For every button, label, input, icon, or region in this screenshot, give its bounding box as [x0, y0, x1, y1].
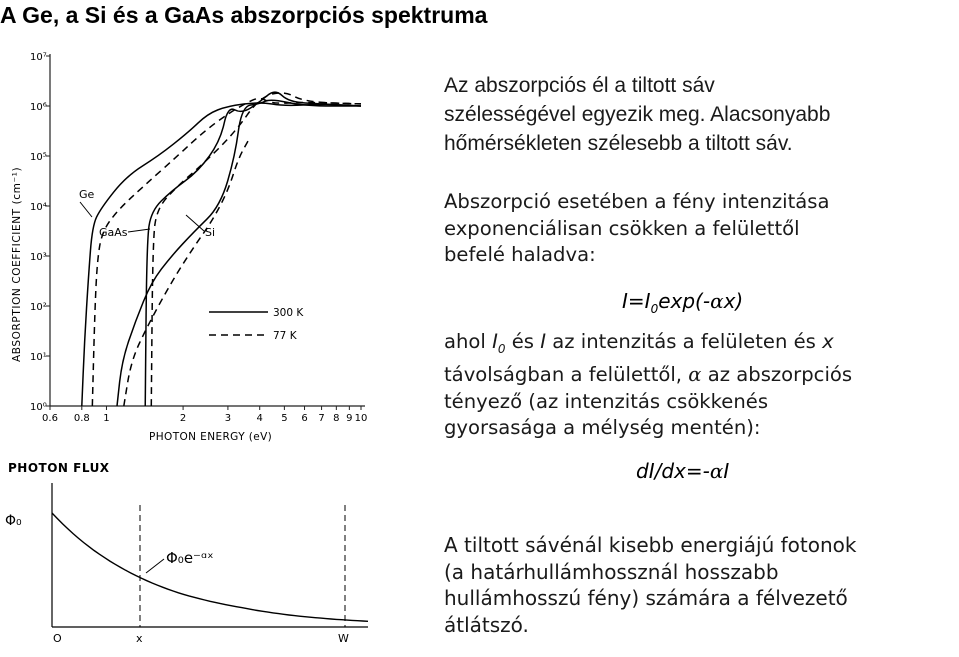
text-line: Abszorpció esetében a fény intenzitása [444, 190, 830, 213]
flux-y-label: Φ₀ [5, 513, 22, 529]
eq-part: dI/dx=- [636, 459, 710, 483]
legend-77k: 77 K [273, 330, 297, 342]
text-line: távolságban a felülettől, α az abszorpciós [444, 363, 853, 387]
text-line: ahol $I_0$ és I az intenzitás a felületen és x [444, 330, 834, 356]
eq-part: I=I [622, 289, 651, 313]
y-tick-label: 10⁴ [30, 202, 47, 213]
flux-equation-label: Φ₀e⁻ᵅˣ [166, 549, 214, 567]
curve-label-ge: Ge [79, 188, 95, 201]
ge-pointer [80, 202, 92, 217]
eq-alpha: α [709, 459, 724, 483]
y-tick-label: 10⁶ [30, 102, 47, 113]
text-line: tényező (az intenzitás csökkenés [444, 389, 769, 413]
si-pointer [186, 215, 204, 231]
eq-alpha: α [710, 289, 724, 313]
text-line: (a határhullámhossznál hosszabb [444, 559, 779, 584]
flux-annotation [146, 549, 214, 573]
x-tick-label: 9 [346, 413, 353, 424]
text-line: A tiltott sávénál kisebb energiájú fotonok [444, 533, 857, 557]
eq-part: exp(- [658, 289, 711, 313]
x-tick-label: 5 [281, 413, 288, 424]
x-tick-label: 6 [301, 413, 308, 424]
x-tick-label: 8 [333, 413, 340, 424]
curve-label-gaas: GaAs [99, 226, 128, 239]
curve-gaas-77k [151, 93, 361, 406]
curve-label-si: Si [205, 226, 216, 239]
paragraph-absorption [444, 189, 956, 269]
differential-equation [636, 459, 729, 483]
text-line: szélességével egyezik meg. Alacsonyabb [444, 103, 831, 126]
legend [209, 307, 304, 342]
x-tick-label: 3 [224, 413, 232, 424]
text-line: exponenciálisan csökken a felülettől [444, 216, 800, 240]
flux-tick-o: O [53, 632, 62, 645]
x-tick-label: 7 [318, 413, 325, 424]
flux-chart-title: PHOTON FLUX [8, 461, 110, 475]
flux-tick-w: W [338, 632, 349, 645]
legend-300k: 300 K [273, 307, 304, 319]
page-title: A Ge, a Si és a GaAs abszorpciós spektruma [0, 2, 488, 28]
text-line: átlátszó. [444, 612, 529, 637]
x-tick-label: 4 [256, 413, 263, 424]
annotation-pointer [146, 559, 164, 573]
curve-ge-77k [92, 99, 361, 406]
gaas-pointer [128, 229, 150, 232]
photon-flux-chart [0, 455, 380, 657]
paragraph-transparency [444, 532, 956, 638]
text-line: befelé haladva: [444, 243, 596, 266]
intensity-equation [622, 289, 743, 316]
text-line: gyorsasága a mélység mentén): [444, 416, 761, 440]
eq-part: x) [723, 289, 744, 313]
y-tick-label: 10⁰ [30, 402, 47, 413]
paragraph-definitions [444, 329, 956, 442]
text-line: Az abszorpciós él a tiltott sáv [444, 74, 715, 97]
eq-part: I [723, 459, 730, 483]
y-tick-label: 10³ [30, 252, 47, 263]
text-line: hullámhosszú fény) számára a félvezető [444, 586, 848, 610]
x-tick-label: 0.6 [42, 413, 58, 424]
x-tick-label: 2 [179, 413, 187, 424]
eq-subscript: 0 [650, 302, 659, 316]
y-tick-label: 10¹ [30, 352, 47, 363]
text-line: hőmérsékleten szélesebb a tiltott sáv. [444, 132, 793, 155]
x-axis-label: PHOTON ENERGY (eV) [149, 431, 273, 443]
y-tick-label: 10⁵ [30, 152, 47, 163]
x-tick-label: 0.8 [73, 413, 90, 424]
curve-si-300k [117, 100, 361, 406]
y-tick-label: 10² [30, 302, 47, 313]
flux-tick-x: x [136, 632, 143, 645]
y-axis-label: ABSORPTION COEFFICIENT (cm⁻¹) [11, 166, 23, 362]
paragraph-band-edge [444, 71, 956, 158]
x-tick-label: 10 [354, 413, 368, 424]
y-axis-title [11, 167, 23, 362]
flux-decay-curve [52, 513, 368, 621]
absorption-spectrum-chart [0, 40, 380, 450]
y-tick-label: 10⁷ [30, 52, 47, 63]
x-tick-label: 1 [103, 413, 110, 424]
